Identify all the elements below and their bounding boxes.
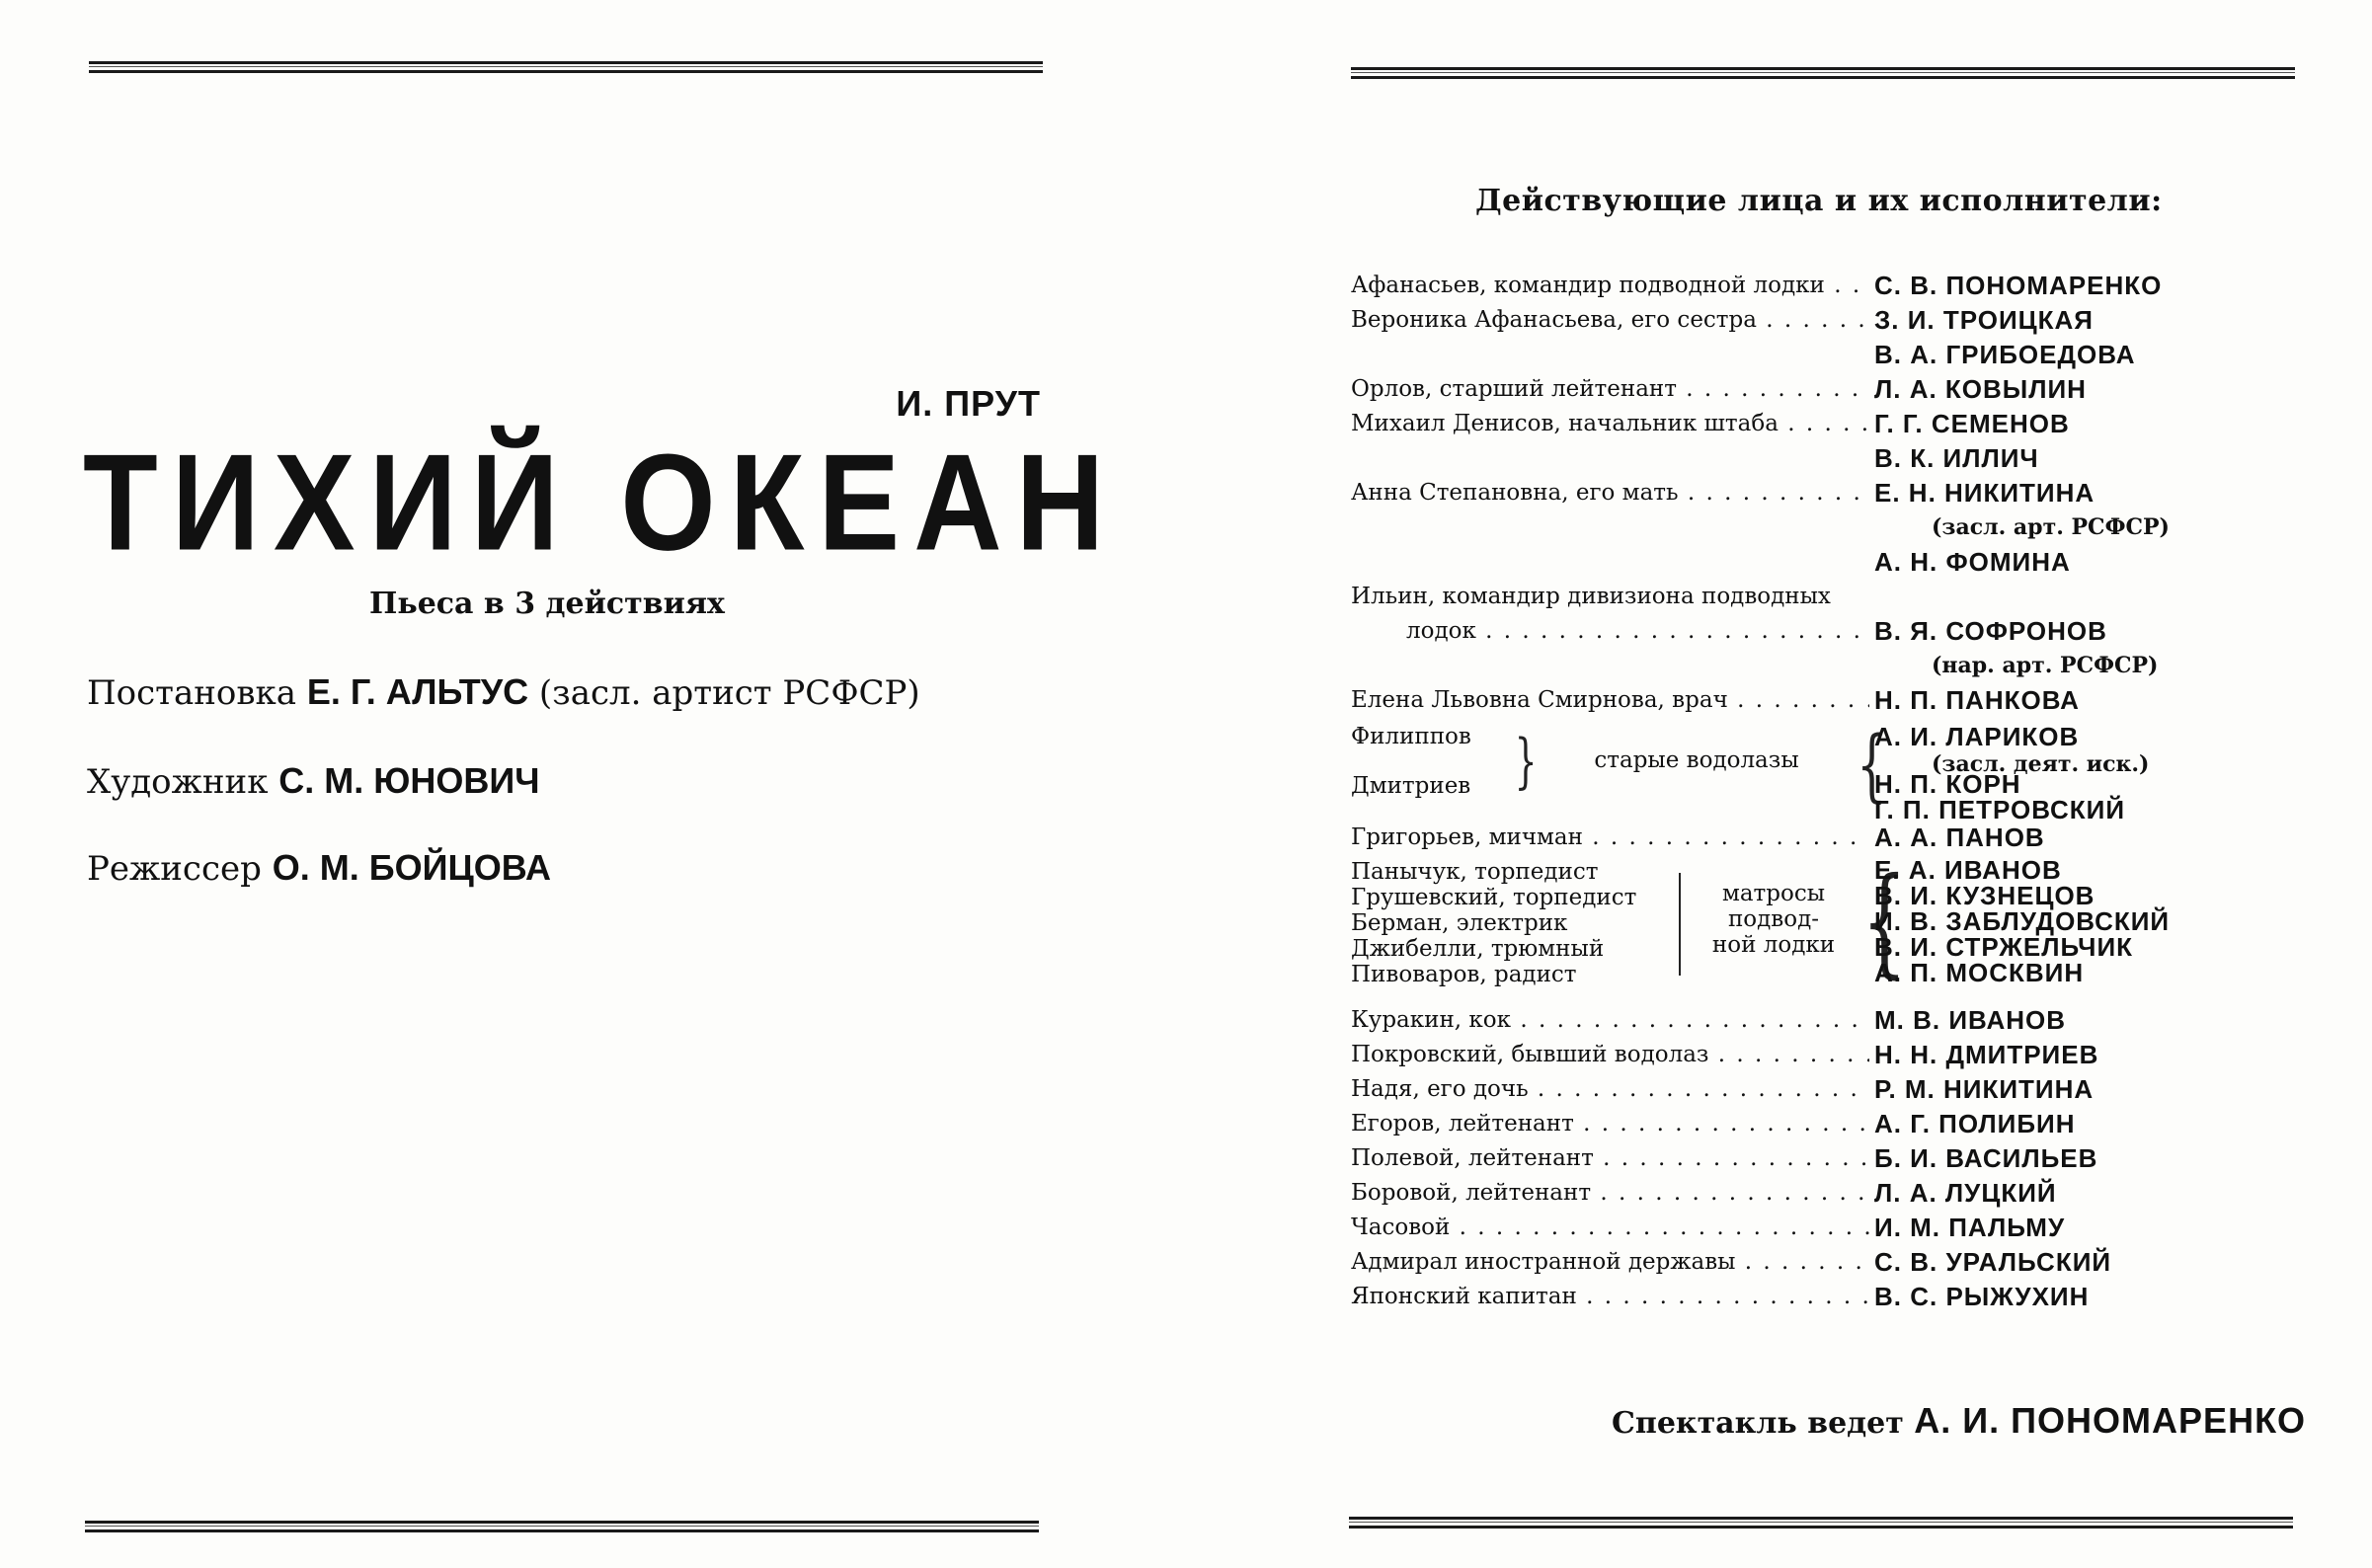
actor-name: И. М. ПАЛЬМУ bbox=[1874, 1213, 2066, 1242]
actor-name: Г. Г. СЕМЕНОВ bbox=[1874, 409, 2070, 438]
credit-director-suffix: (засл. артист РСФСР) bbox=[538, 673, 920, 713]
cast-row bbox=[1351, 545, 2240, 580]
cast-row bbox=[1351, 649, 2240, 683]
role-name: Боровой, лейтенант . . . bbox=[1351, 1176, 1869, 1211]
role-name: лодок . . . bbox=[1351, 614, 1869, 649]
role-name: Адмирал иностранной державы . . . bbox=[1351, 1245, 1869, 1280]
diver-actor-note: (засл. деят. иск.) bbox=[1932, 751, 2150, 777]
sailor-name: Грушевский, торпедист bbox=[1351, 885, 1637, 910]
cast-row bbox=[1351, 303, 2240, 338]
role-name: Егоров, лейтенант . . . bbox=[1351, 1107, 1869, 1141]
cast-heading: Действующие лица и их исполнители: bbox=[1475, 184, 2163, 218]
credit-regisseur bbox=[87, 847, 551, 889]
diver-actor: А. И. ЛАРИКОВ bbox=[1874, 722, 2080, 751]
cast-row bbox=[1351, 510, 2240, 545]
cast-row bbox=[1351, 1280, 2240, 1314]
actor-title-note: (нар. арт. РСФСР) bbox=[1932, 653, 2159, 678]
sailors-group bbox=[1351, 855, 2240, 1003]
author-name: И. ПРУТ bbox=[896, 383, 1041, 424]
sailor-actor: И. В. ЗАБЛУДОВСКИЙ bbox=[1874, 906, 2171, 936]
cast-row bbox=[1351, 580, 2240, 614]
sailor-name: Джибелли, трюмный bbox=[1351, 936, 1605, 962]
credit-regisseur-prefix: Режиссер bbox=[87, 849, 262, 889]
sailors-right-brace: { bbox=[1861, 853, 1908, 990]
actor-name: В. А. ГРИБОЕДОВА bbox=[1874, 340, 2136, 369]
divers-left-brace: } bbox=[1514, 727, 1538, 796]
actor-name: А. Н. ФОМИНА bbox=[1874, 547, 2071, 577]
cast-row bbox=[1351, 1107, 2240, 1141]
stage-manager-line bbox=[1612, 1400, 2306, 1442]
stage-manager-name: А. И. ПОНОМАРЕНКО bbox=[1914, 1400, 2307, 1441]
bottom-rule-right bbox=[1349, 1517, 2293, 1529]
bottom-rule-left bbox=[85, 1521, 1039, 1532]
role-name: Григорьев, мичман . . . bbox=[1351, 821, 1869, 855]
actor-name: М. В. ИВАНОВ bbox=[1874, 1005, 2067, 1035]
credit-artist-name: С. М. ЮНОВИЧ bbox=[278, 760, 540, 801]
divers-right-brace: { bbox=[1857, 719, 1887, 811]
cast-row bbox=[1351, 269, 2240, 303]
play-title: ТИХИЙ ОКЕАН bbox=[83, 427, 1119, 580]
diver-actor: Н. П. КОРН bbox=[1874, 769, 2021, 799]
cast-list bbox=[1351, 269, 2240, 1314]
credit-artist bbox=[87, 760, 540, 802]
diver-name: Филиппов bbox=[1351, 724, 1471, 749]
cast-row bbox=[1351, 821, 2240, 855]
left-page bbox=[0, 0, 1185, 1568]
actor-name: Л. А. ЛУЦКИЙ bbox=[1874, 1178, 2057, 1208]
sailor-actor: В. И. СТРЖЕЛЬЧИК bbox=[1874, 932, 2134, 962]
actor-name: Б. И. ВАСИЛЬЕВ bbox=[1874, 1143, 2098, 1173]
role-name: Елена Львовна Смирнова, врач . . . bbox=[1351, 683, 1869, 718]
cast-row bbox=[1351, 683, 2240, 718]
cast-block-c bbox=[1351, 1003, 2240, 1314]
actor-name: В. К. ИЛЛИЧ bbox=[1874, 443, 2039, 473]
cast-block-b bbox=[1351, 821, 2240, 855]
sailor-name: Берман, электрик bbox=[1351, 910, 1568, 936]
cast-row bbox=[1351, 1245, 2240, 1280]
credit-director-prefix: Постановка bbox=[87, 673, 297, 713]
cast-row bbox=[1351, 1141, 2240, 1176]
sailor-name: Панычук, торпедист bbox=[1351, 859, 1599, 885]
cast-block-a bbox=[1351, 269, 2240, 718]
sailors-left-bar bbox=[1679, 873, 1681, 976]
actor-name: Л. А. КОВЫЛИН bbox=[1874, 374, 2087, 404]
play-subtitle: Пьеса в 3 действиях bbox=[369, 587, 725, 621]
role-name: Надя, его дочь . . . bbox=[1351, 1072, 1869, 1107]
stage-manager-prefix: Спектакль ведет bbox=[1612, 1406, 1904, 1441]
actor-name: Р. М. НИКИТИНА bbox=[1874, 1074, 2095, 1104]
sailors-label-1: матросы bbox=[1721, 881, 1826, 906]
actor-name: А. А. ПАНОВ bbox=[1874, 823, 2045, 852]
role-name: Ильин, командир дивизиона подводных bbox=[1351, 584, 1831, 609]
cast-row bbox=[1351, 1038, 2240, 1072]
sailor-name: Пивоваров, радист bbox=[1351, 962, 1577, 987]
diver-actor: Г. П. ПЕТРОВСКИЙ bbox=[1874, 795, 2126, 824]
role-name: Полевой, лейтенант . . . bbox=[1351, 1141, 1869, 1176]
cast-row bbox=[1351, 476, 2240, 510]
actor-name: А. Г. ПОЛИБИН bbox=[1874, 1109, 2076, 1138]
top-rule-left bbox=[89, 61, 1043, 73]
sailors-label-3: ной лодки bbox=[1711, 932, 1836, 958]
actor-name: В. С. РЫЖУХИН bbox=[1874, 1282, 2090, 1311]
diver-name: Дмитриев bbox=[1351, 773, 1471, 799]
role-name: Анна Степановна, его мать . . . bbox=[1351, 476, 1869, 510]
role-name: Покровский, бывший водолаз . . . bbox=[1351, 1038, 1869, 1072]
cast-row bbox=[1351, 338, 2240, 372]
cast-row bbox=[1351, 1072, 2240, 1107]
role-name: Японский капитан . . . bbox=[1351, 1280, 1869, 1314]
sailor-actor: Е. А. ИВАНОВ bbox=[1874, 855, 2062, 885]
actor-name: С. В. ПОНОМАРЕНКО bbox=[1874, 271, 2163, 300]
right-page bbox=[1185, 0, 2372, 1568]
actor-name: Е. Н. НИКИТИНА bbox=[1874, 478, 2095, 508]
actor-name: С. В. УРАЛЬСКИЙ bbox=[1874, 1247, 2112, 1277]
cast-row bbox=[1351, 614, 2240, 649]
sailors-label-2: подвод- bbox=[1727, 906, 1820, 932]
role-name: Михаил Денисов, начальник штаба . . . bbox=[1351, 407, 1869, 441]
divers-label: старые водолазы bbox=[1594, 747, 1799, 773]
credit-regisseur-name: О. М. БОЙЦОВА bbox=[272, 847, 551, 888]
cast-row bbox=[1351, 1176, 2240, 1211]
top-rule-right bbox=[1351, 67, 2295, 79]
divers-group bbox=[1351, 718, 2240, 824]
credit-artist-prefix: Художник bbox=[87, 762, 269, 802]
credit-director-name: Е. Г. АЛЬТУС bbox=[306, 671, 529, 712]
actor-title-note: (засл. арт. РСФСР) bbox=[1932, 514, 2170, 540]
role-name: Вероника Афанасьева, его сестра . . . bbox=[1351, 303, 1869, 338]
actor-name: Н. Н. ДМИТРИЕВ bbox=[1874, 1040, 2099, 1069]
actor-name: Н. П. ПАНКОВА bbox=[1874, 685, 2080, 715]
role-name: Куракин, кок . . . bbox=[1351, 1003, 1869, 1038]
cast-row bbox=[1351, 441, 2240, 476]
cast-row bbox=[1351, 407, 2240, 441]
cast-row bbox=[1351, 372, 2240, 407]
role-name: Орлов, старший лейтенант . . . bbox=[1351, 372, 1869, 407]
actor-name: З. И. ТРОИЦКАЯ bbox=[1874, 305, 2094, 335]
role-name: Часовой . . . bbox=[1351, 1211, 1869, 1245]
actor-name: В. Я. СОФРОНОВ bbox=[1874, 616, 2107, 646]
sailor-actor: А. П. МОСКВИН bbox=[1874, 958, 2085, 987]
credit-director bbox=[87, 671, 920, 713]
sailor-actor: В. И. КУЗНЕЦОВ bbox=[1874, 881, 2095, 910]
role-name: Афанасьев, командир подводной лодки . . . bbox=[1351, 269, 1869, 303]
cast-row bbox=[1351, 1003, 2240, 1038]
cast-row bbox=[1351, 1211, 2240, 1245]
